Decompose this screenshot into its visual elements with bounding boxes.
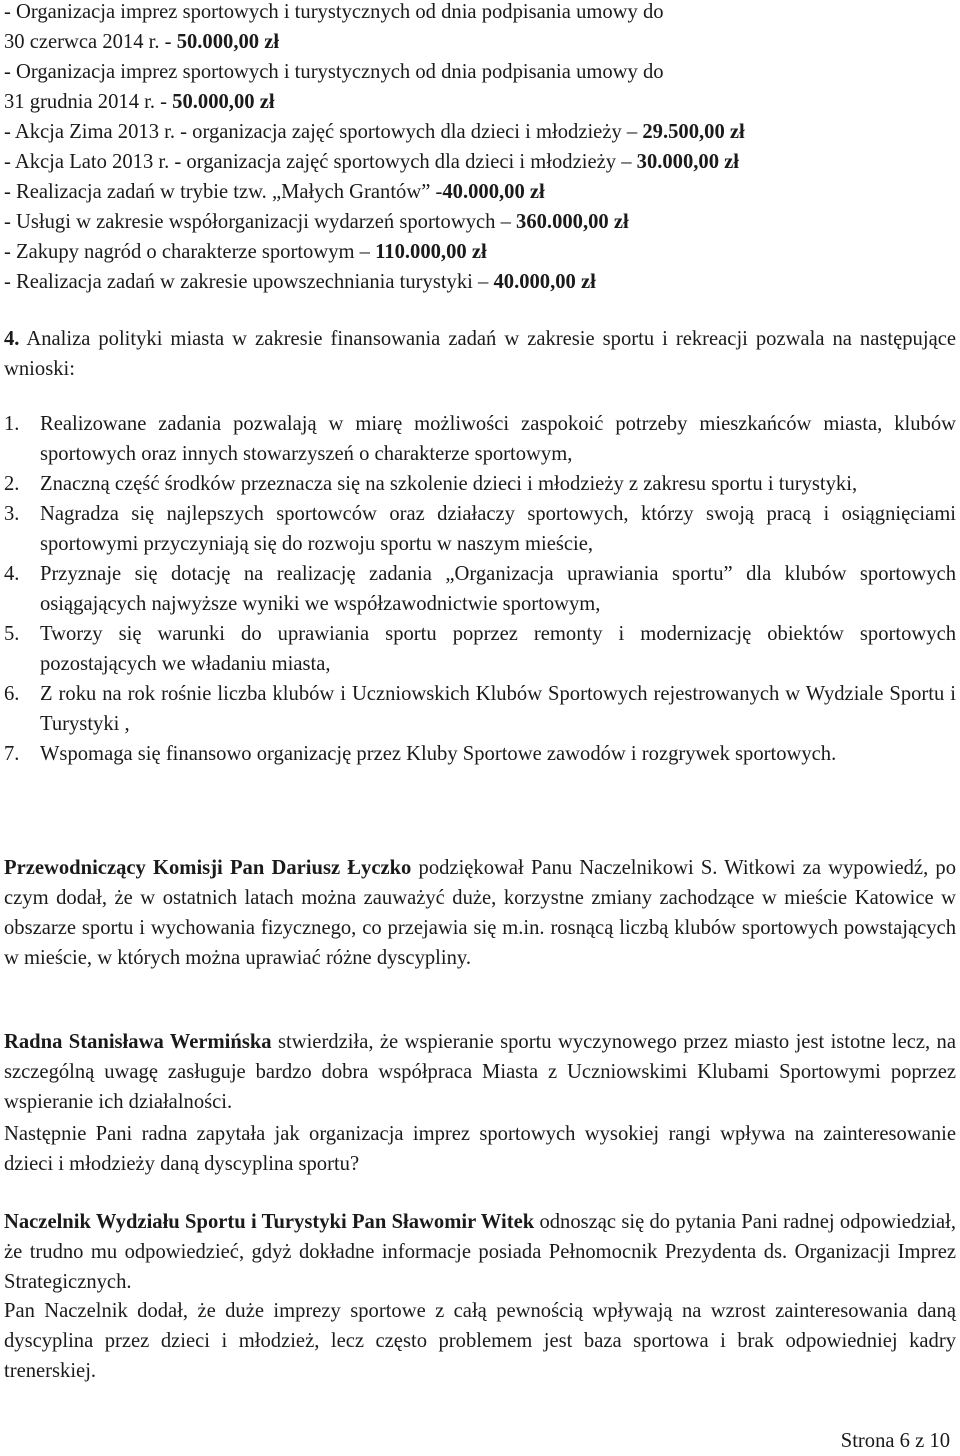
budget-line-text: - Realizacja zadań w zakresie upowszechniania turystyki – [4,271,494,293]
section-4-intro [4,324,956,384]
page-number [841,1426,950,1456]
budget-line-text: - Zakupy nagród o charakterze sportowym – [4,241,376,263]
budget-line [4,87,958,117]
budget-line-text: 30 czerwca 2014 r. - [4,31,177,53]
list-text: Z roku na rok rośnie liczba klubów i Uczniowskich Klubów Sportowych rejestrowanych w Wydziale Sportu i Turystyki , [40,683,956,735]
list-number: 7. [4,743,20,765]
list-item [4,559,956,619]
paragraph-chairman [4,853,956,973]
budget-line-text: - Akcja Zima 2013 r. - organizacja zajęć sportowych dla dzieci i młodzieży – [4,121,643,143]
section-number: 4. [4,328,20,350]
budget-line [4,147,958,177]
budget-line-text: 31 grudnia 2014 r. - [4,91,173,113]
list-number: 6. [4,683,20,705]
budget-amount: 360.000,00 zł [516,211,629,233]
paragraph-councillor [4,1027,956,1117]
list-number: 5. [4,623,20,645]
budget-line-text: - Akcja Lato 2013 r. - organizacja zajęć sportowych dla dzieci i młodzieży – [4,151,637,173]
list-number: 1. [4,413,20,435]
paragraph-text: stwierdziła, że wspieranie sportu wyczynowego przez miasto jest istotne lecz, na szczególną uwagę zasługuje bardzo dobra współpraca Miasta z Uczniowskimi Klubami Sportowymi poprzez wspieranie ich działalności. [4,1031,956,1113]
budget-amount: 40.000,00 zł [442,181,545,203]
budget-line [4,177,958,207]
list-item [4,619,956,679]
budget-amount: 50.000,00 zł [176,31,280,53]
list-item [4,469,956,499]
paragraph-text: odnosząc się do pytania Pani radnej odpowiedział, że trudno mu odpowiedzieć, gdyż dokładne informacje posiada Pełnomocnik Prezydenta ds. Organizacji Imprez Strategicznych. [4,1211,956,1293]
list-text: Znaczną część środków przeznacza się na szkolenie dzieci i młodzieży z zakresu sportu i turystyki, [40,473,858,495]
page-number-current: 6 [899,1430,910,1452]
budget-line [4,237,958,267]
budget-line [4,267,958,297]
list-number: 2. [4,473,20,495]
budget-line [4,117,958,147]
budget-amount: 110.000,00 zł [375,241,487,263]
budget-line [4,0,958,27]
budget-amount: 29.500,00 zł [642,121,745,143]
budget-line [4,207,958,237]
paragraph-text: Następnie Pani radna zapytała jak organizacja imprez sportowych wysokiej rangi wpływa na zainteresowanie dzieci i młodzieży daną dyscyplina sportu? [4,1123,956,1175]
budget-amount: 50.000,00 zł [172,91,275,113]
list-number: 3. [4,503,20,525]
list-text: Tworzy się warunki do uprawiania sportu poprzez remonty i modernizację obiektów sportowych pozostających we władaniu miasta, [40,623,956,675]
list-item [4,739,956,769]
budget-line-text: - Realizacja zadań w trybie tzw. „Małych Grantów” - [4,181,443,203]
list-text: Nagradza się najlepszych sportowców oraz działaczy sportowych, którzy swoją pracą i osiągnięciami sportowymi przyczyniają się do rozwoju sportu w naszym mieście, [40,503,956,555]
paragraph-head-of-department [4,1207,956,1297]
budget-amount: 40.000,00 zł [493,271,596,293]
list-text: Wspomaga się finansowo organizację przez Kluby Sportowe zawodów i rozgrywek sportowych. [40,743,837,765]
budget-lines [4,0,958,297]
budget-line-text: - Organizacja imprez sportowych i turystycznych od dnia podpisania umowy do [4,61,664,83]
list-text: Realizowane zadania pozwalają w miarę możliwości zaspokoić potrzeby mieszkańców miasta, klubów sportowych oraz innych stowarzyszeń o charakterze sportowym, [40,413,956,465]
budget-line-text: - Organizacja imprez sportowych i turystycznych od dnia podpisania umowy do [4,1,664,23]
budget-amount: 30.000,00 zł [636,151,740,173]
section-text: Analiza polityki miasta w zakresie finansowania zadań w zakresie sportu i rekreacji pozwala na następujące wnioski: [4,328,956,380]
page-number-prefix: Strona [840,1430,900,1452]
paragraph-head-of-department-cont [4,1296,956,1386]
paragraph-councillor-question [4,1119,956,1179]
list-text: Przyznaje się dotację na realizację zadania „Organizacja uprawiania sportu” dla klubów sportowych osiągających najwyższe wyniki we współzawodnictwie sportowym, [40,563,956,615]
list-item [4,499,956,559]
budget-line-text: - Usługi w zakresie współorganizacji wydarzeń sportowych – [4,211,517,233]
budget-line [4,57,958,87]
list-item [4,679,956,739]
paragraph-text: Pan Naczelnik dodał, że duże imprezy sportowe z całą pewnością wpływają na wzrost zainteresowania daną dyscyplina przez dzieci i młodzież, lecz często problemem jest baza sportowa i brak odpowiedniej kadry trenerskiej. [4,1300,956,1382]
speaker-name: Przewodniczący Komisji Pan Dariusz Łyczko [4,857,412,879]
page-number-total: 10 [929,1430,950,1452]
conclusions-list [4,409,956,769]
speaker-name: Radna Stanisława Wermińska [4,1031,272,1053]
budget-line [4,27,958,57]
speaker-name: Naczelnik Wydziału Sportu i Turystyki Pan Sławomir Witek [4,1211,535,1233]
list-number: 4. [4,563,20,585]
page-number-separator: z [909,1430,930,1452]
list-item [4,409,956,469]
paragraph-text: podziękował Panu Naczelnikowi S. Witkowi za wypowiedź, po czym dodał, że w ostatnich latach można zauważyć duże, korzystne zmiany zachodzące w mieście Katowice w obszarze sportu i wychowania fizycznego, co przejawia się m.in. rosnącą liczbą klubów sportowych powstających w mieście, w których można uprawiać różne dyscypliny. [4,857,956,969]
